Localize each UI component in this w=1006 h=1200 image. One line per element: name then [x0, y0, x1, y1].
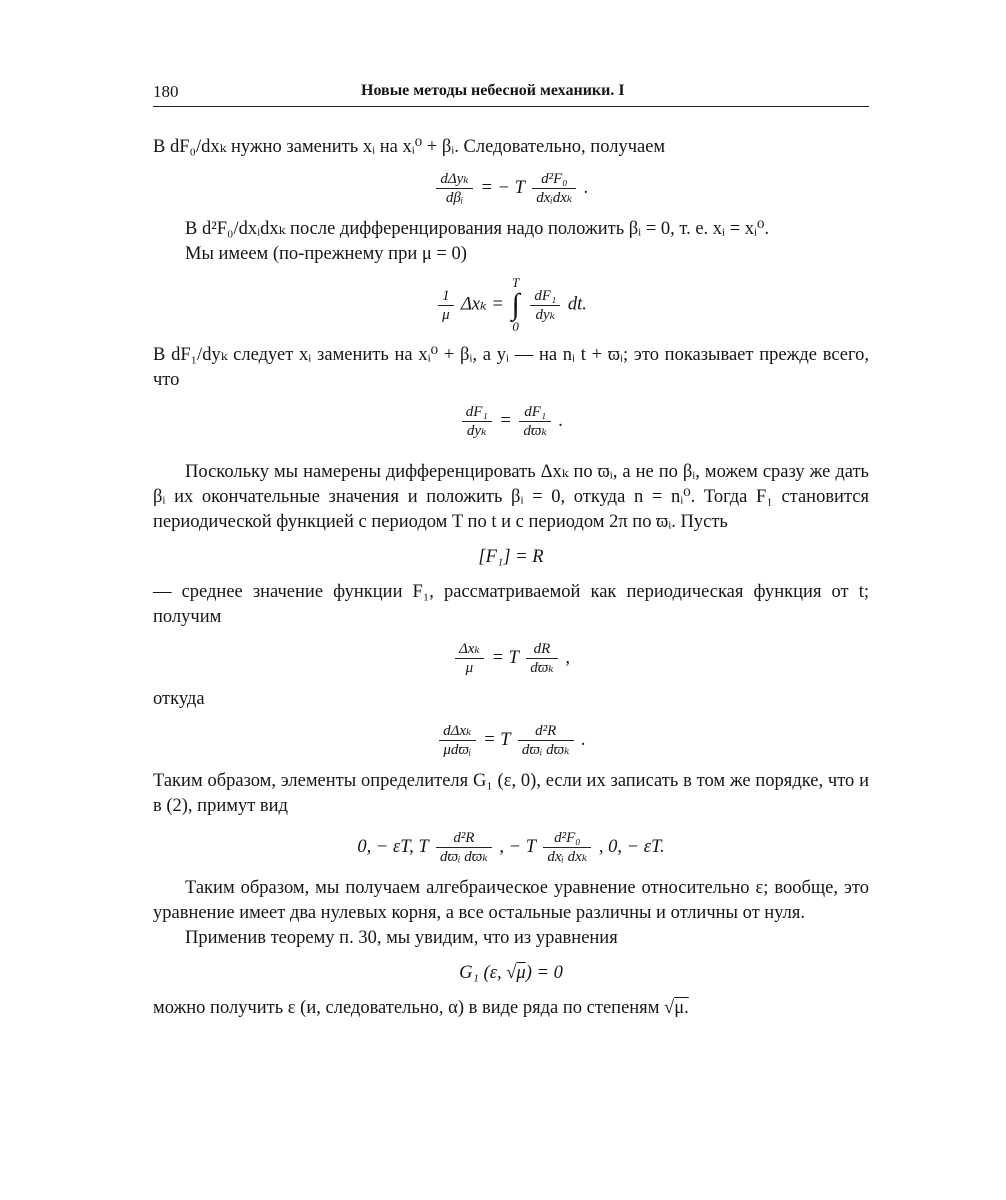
integral-sign: T ∫ 0 [511, 275, 520, 334]
eq6-fraction-right: d²R dϖᵢ dϖₖ [518, 722, 574, 759]
equation-6: dΔxₖ μdϖᵢ = T d²R dϖᵢ dϖₖ . [153, 722, 869, 759]
paragraph-8: Таким образом, элементы определителя G₁ (ε, 0), если их записать в том же порядке, что и в (2), примут вид [153, 771, 869, 816]
paragraph-9: Таким образом, мы получаем алгебраическое уравнение относительно ε; вообще, это уравнение имеет два нулевых корня, а все остальные различны и отличны от нуля. [153, 878, 869, 923]
eq2-fraction-right: dF₁ dyₖ [530, 287, 560, 324]
eq5-fraction-left: Δxₖ μ [455, 640, 484, 677]
equation-4: [F₁] = R [478, 547, 544, 567]
eq1-fraction-left: dΔyₖ dβᵢ [436, 170, 472, 207]
eq6-fraction-left: dΔxₖ μdϖᵢ [439, 722, 475, 759]
paragraph-2: В d²F₀/dxᵢdxₖ после дифференцирования надо положить βᵢ = 0, т. е. xᵢ = xᵢ⁰. [185, 219, 770, 239]
eq5-fraction-right: dR dϖₖ [526, 640, 558, 677]
paragraph-6: — среднее значение функции F₁, рассматриваемой как периодическая функция от t; получим [153, 582, 869, 627]
equation-8: G₁ (ε, √μ) = 0 [459, 963, 563, 983]
equation-7: 0, − εT, T d²R dϖᵢ dϖₖ , − T d²F₀ dxᵢ dxₖ , 0, − εT. [357, 830, 665, 865]
eq7-fraction-1: d²R dϖᵢ dϖₖ [436, 829, 492, 866]
equation-1: dΔyₖ dβᵢ = − T d²F₀ dxᵢdxₖ . [153, 170, 869, 207]
equation-3: dF₁ dyₖ = dF₁ dϖₖ . [153, 403, 869, 440]
page-number: 180 [153, 82, 179, 101]
eq3-fraction-right: dF₁ dϖₖ [519, 403, 551, 440]
equation-2: $\frac{1}{\mu}$ Δxₖ = T ∫ 0 dF₁ dyₖ dt. [153, 277, 869, 333]
paragraph-10: Применив теорему п. 30, мы увидим, что из уравнения [185, 928, 618, 948]
eq3-fraction-left: dF₁ dyₖ [462, 403, 492, 440]
paragraph-5: Поскольку мы намерены дифференцировать Δxₖ по ϖᵢ, а не по βᵢ, можем сразу же дать βᵢ их окончательные значения и положить βᵢ = 0, откуда n = nᵢ⁰. Тогда F₁ становится периодической функцией с периодом T по t и с периодом 2π по ϖᵢ. Пусть [153, 462, 869, 532]
eq1-fraction-right: d²F₀ dxᵢdxₖ [532, 170, 576, 207]
paragraph-4: В dF₁/dyₖ следует xᵢ заменить на xᵢ⁰ + βᵢ, а yᵢ — на nᵢ t + ϖᵢ; это показывает прежде всего, что [153, 345, 869, 390]
equation-5: Δxₖ μ = T dR dϖₖ , [153, 640, 869, 677]
paragraph-7: откуда [153, 689, 205, 709]
running-header [153, 80, 869, 107]
paragraph-3: Мы имеем (по-прежнему при μ = 0) [185, 244, 467, 264]
eq7-fraction-2: d²F₀ dxᵢ dxₖ [543, 829, 591, 866]
book-page [153, 80, 869, 1021]
paragraph-11: можно получить ε (и, следовательно, α) в виде ряда по степеням √μ. [153, 998, 689, 1018]
paragraph-1: В dF₀/dxₖ нужно заменить xᵢ на xᵢ⁰ + βᵢ. Следовательно, получаем [153, 137, 666, 157]
running-title: Новые методы небесной механики. I [361, 82, 625, 99]
eq2-fraction-left: $\frac{1}{\mu}$ [438, 287, 454, 324]
page-body [153, 135, 869, 1021]
